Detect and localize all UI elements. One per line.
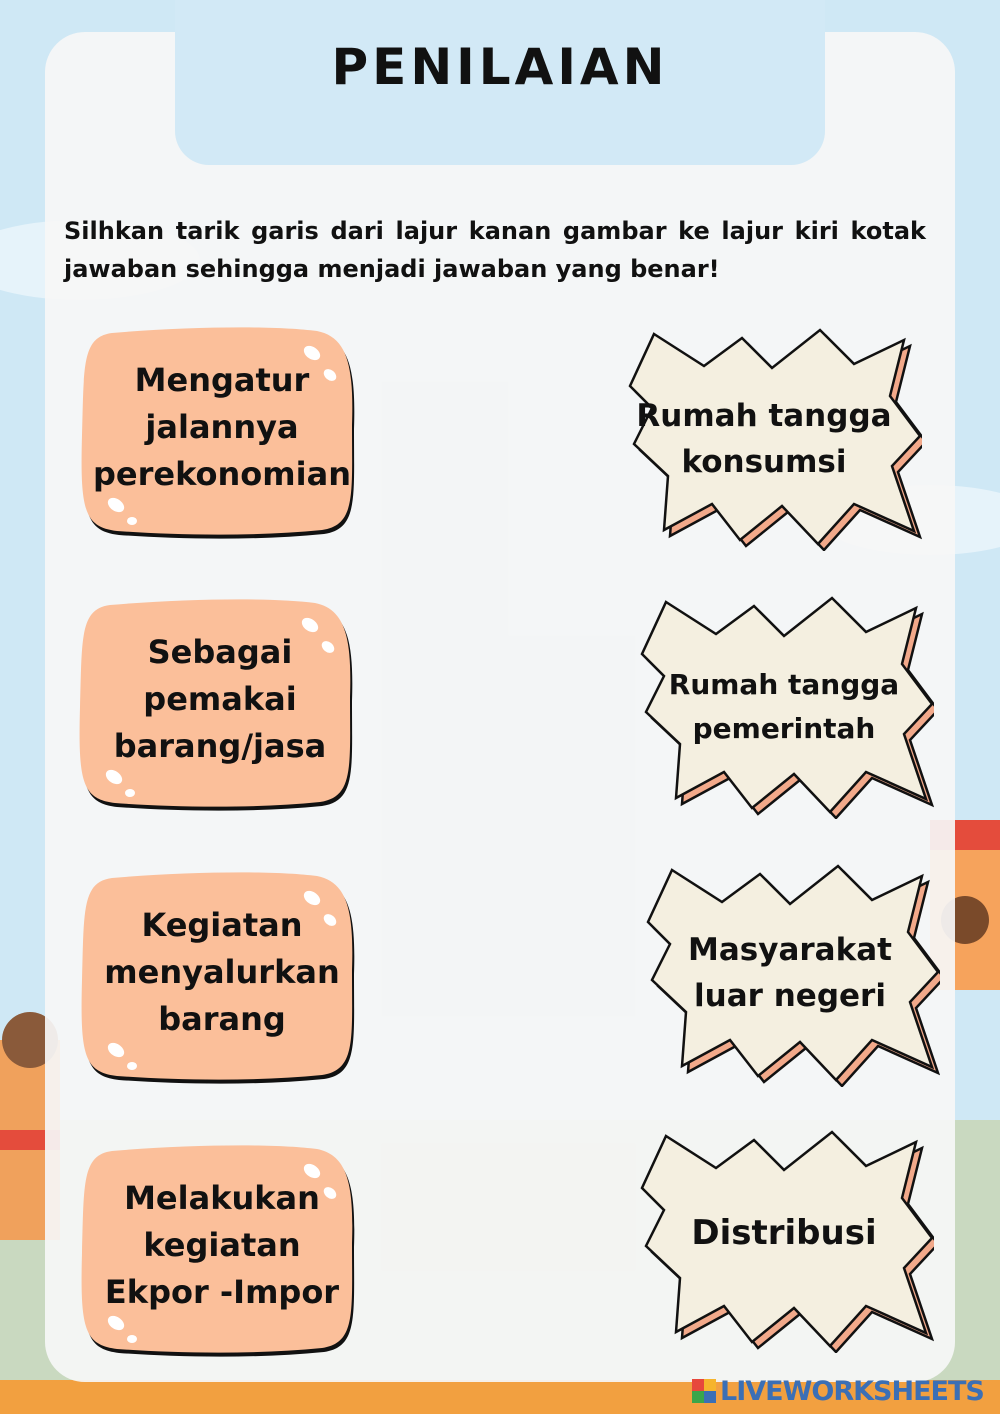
liveworksheets-watermark (692, 1374, 984, 1408)
page-title: PENILAIAN (331, 38, 669, 96)
left-answer-box-2[interactable] (70, 597, 350, 802)
right-answer-label: Rumah tangga pemerintah (668, 667, 900, 745)
left-answer-label: Melakukan kegiatan Ekpor -Impor (104, 1179, 340, 1311)
right-answer-label: Rumah tangga konsumsi (636, 397, 892, 480)
right-answer-burst-2[interactable] (634, 594, 934, 819)
left-answer-label: Sebagai pemakai barang/jasa (113, 633, 327, 765)
left-answer-box-3[interactable] (72, 870, 352, 1075)
right-answer-burst-1[interactable] (622, 326, 922, 551)
right-answer-burst-3[interactable] (640, 862, 940, 1087)
instructions-text: Silhkan tarik garis dari lajur kanan gambar ke lajur kiri kotak jawaban sehingga menjadi jawaban yang benar! (64, 217, 926, 283)
left-answer-label: Mengatur jalannya perekonomian (93, 361, 351, 493)
watermark-text: LIVEWORKSHEETS (720, 1375, 984, 1407)
liveworksheets-logo-icon (692, 1379, 716, 1403)
right-answer-label: Distribusi (691, 1212, 877, 1253)
left-answer-label: Kegiatan menyalurkan barang (104, 906, 340, 1038)
left-answer-box-4[interactable] (72, 1143, 352, 1348)
right-answer-burst-4[interactable] (634, 1128, 934, 1353)
left-answer-box-1[interactable] (72, 325, 352, 530)
right-answer-label: Masyarakat luar negeri (688, 931, 892, 1014)
